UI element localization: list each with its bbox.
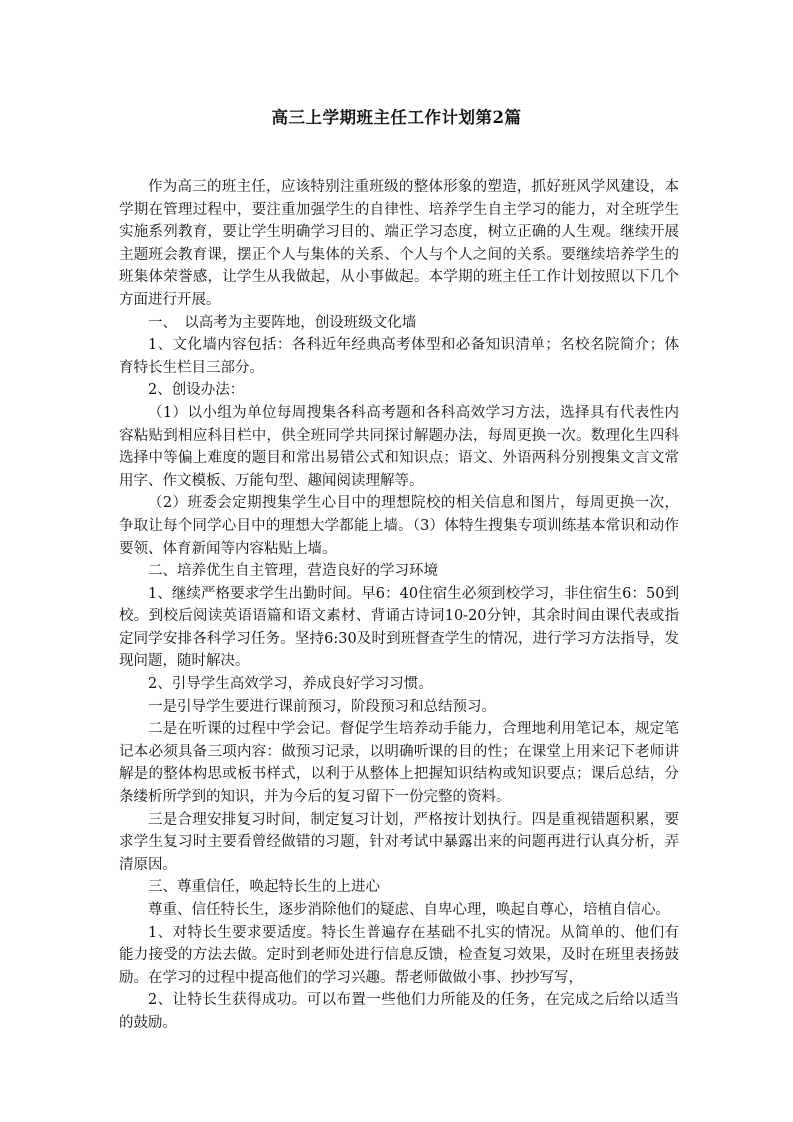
document-body (119, 176, 679, 1035)
paragraph-2-2-b: 二是在听课的过程中学会记。督促学生培养动手能力，合理地利用笔记本，规定笔记本必须具备三项内容：做预习记录，以明确听课的目的性；在课堂上用来记下老师讲解是的整体构思或板书样式，以利于从整体上把握知识结构或知识要点；课后总结，分条缕析所学到的知识，并为今后的复习留下一份完整的资料。 (119, 721, 679, 806)
paragraph-1-2: 2、创设办法： (148, 382, 245, 399)
heading-section-2: 二、培养优生自主管理，营造良好的学习环境 (148, 563, 438, 580)
paragraph-1-1: 1、文化墙内容包括：各科近年经典高考体型和必备知识清单；名校名院简介；体育特长生栏目三部分。 (119, 337, 679, 376)
paragraph-3-intro: 尊重、信任特长生，逐步消除他们的疑虑、自卑心理，唤起自尊心，培植自信心。 (148, 902, 670, 918)
paragraph-3-1: 1、对特长生要求要适度。特长生普遍存在基础不扎实的情况。从简单的、他们有能力接受的方法去做。定时到老师处进行信息反馈，检查复习效果，及时在班里表扬鼓励。在学习的过程中提高他们的学习兴趣。帮老师做做小事、抄抄写写， (119, 924, 679, 986)
paragraph-1-2-a: （1）以小组为单位每周搜集各科高考题和各科高效学习方法，选择具有代表性内容粘贴到相应科目栏中，供全班同学共同探讨解题办法，每周更换一次。数理化生四科选择中等偏上难度的题目和常出易错公式和知识点；语文、外语两科分别搜集文言文常用字、作文模板、万能句型、趣闻阅读理解等。 (119, 404, 679, 489)
paragraph-intro: 作为高三的班主任，应该特别注重班级的整体形象的塑造，抓好班风学风建设，本学期在管理过程中，要注重加强学生的自律性、培养学生自主学习的能力，对全班学生实施系列教育，要让学生明确学习目的、端正学习态度，树立正确的人生观。继续开展主题班会教育课，摆正个人与集体的关系、个人与个人之间的关系。要继续培养学生的班集体荣誉感，让学生从我做起，从小事做起。本学期的班主任工作计划按照以下几个方面进行开展。 (119, 179, 679, 308)
paragraph-1-2-b: （2）班委会定期搜集学生心目中的理想院校的相关信息和图片，每周更换一次，争取让每个同学心目中的理想大学都能上墙。（3）体特生搜集专项训练基本常识和动作要领、体育新闻等内容粘贴上墙。 (119, 495, 679, 557)
paragraph-2-2-c: 三是合理安排复习时间，制定复习计划，严格按计划执行。四是重视错题积累，要求学生复习时主要看曾经做错的习题，针对考试中暴露出来的问题再进行认真分析，弄清原因。 (119, 811, 679, 873)
paragraph-2-2: 2、引导学生高效学习，养成良好学习习惯。 (148, 676, 433, 693)
paragraph-3-2: 2、让特长生获得成功。可以布置一些他们力所能及的任务，在完成之后给以适当的鼓励。 (119, 992, 679, 1031)
heading-section-3: 三、尊重信任，唤起特长生的上进心 (148, 879, 380, 896)
paragraph-2-2-a: 一是引导学生要进行课前预习，阶段预习和总结预习。 (148, 698, 496, 715)
paragraph-2-1: 1、继续严格要求学生出勤时间。早6：40住宿生必须到校学习，非住宿生6：50到校。到校后阅读英语语篇和语文素材、背诵古诗词10-20分钟，其余时间由课代表或指定同学安排各科学习任务。坚持6:30及时到班督查学生的情况，进行学习方法指导，发现问题，随时解决。 (119, 585, 679, 670)
document-title: 高三上学期班主任工作计划第2篇 (271, 108, 522, 127)
heading-section-1: 一、 以高考为主要阵地，创设班级文化墙 (148, 314, 417, 331)
